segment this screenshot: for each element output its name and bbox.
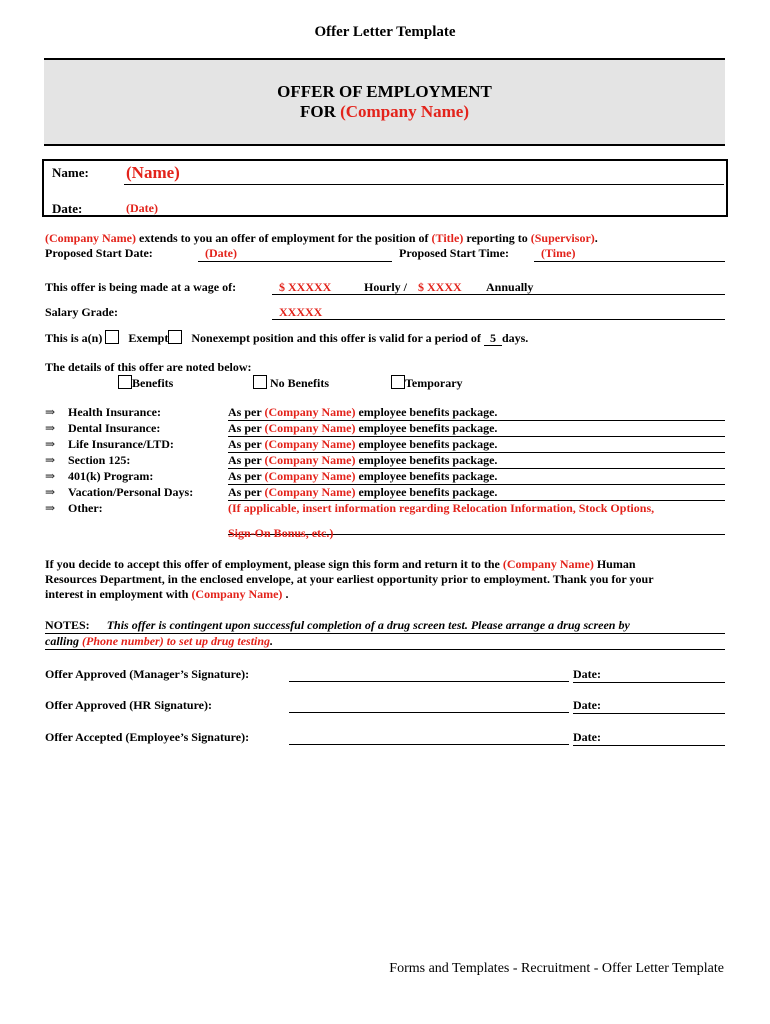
wage-label: This offer is being made at a wage of:: [45, 280, 237, 294]
name-date-box: [42, 159, 728, 217]
accept-company-2: (Company Name): [191, 587, 283, 601]
benefit-value: As per (Company Name) employee benefits package.: [228, 421, 725, 437]
option-benefits[interactable]: [118, 375, 173, 391]
start-time-value[interactable]: (Time): [541, 246, 576, 260]
signature-label: Offer Accepted (Employee’s Signature):: [45, 730, 250, 744]
notes-line-2: calling (Phone number) to set up drug testing.: [45, 634, 725, 650]
name-label: Name:: [52, 165, 89, 180]
other-label: Other:: [68, 501, 103, 515]
exempt-line: [45, 330, 528, 346]
wage-value-hourly[interactable]: $ XXXXX: [279, 280, 332, 294]
benefit-label: Section 125:: [68, 453, 131, 467]
signature-line[interactable]: [289, 712, 569, 713]
details-heading: The details of this offer are noted below:: [45, 360, 252, 374]
benefit-value: As per (Company Name) employee benefits package.: [228, 453, 725, 469]
arrow-icon: ⇒: [45, 469, 56, 483]
name-value[interactable]: (Name): [126, 163, 180, 182]
other-text-line2[interactable]: Sign-On Bonus, etc.): [228, 526, 334, 540]
other-text-line1[interactable]: (If applicable, insert information regarding Relocation Information, Stock Options,: [228, 501, 655, 515]
benefit-label: Dental Insurance:: [68, 421, 161, 435]
option-no-benefits[interactable]: [253, 375, 329, 391]
grade-underline: [272, 319, 725, 320]
wage-underline: [272, 294, 725, 295]
this-is-label: This is a(n): [45, 331, 103, 345]
intro-period: .: [594, 231, 598, 245]
list-item: [45, 405, 725, 421]
benefit-value: As per (Company Name) employee benefits package.: [228, 405, 725, 421]
nonexempt-text: Nonexempt position and this offer is valid for a period of: [191, 331, 481, 345]
phone-number-placeholder: (Phone number) to set up drug testing: [82, 634, 271, 648]
list-item: [45, 421, 725, 437]
signature-line[interactable]: [289, 744, 569, 745]
intro-title: (Title): [431, 231, 464, 245]
intro-text-1: extends to you an offer of employment for the position of: [139, 231, 429, 245]
acceptance-paragraph: If you decide to accept this offer of employment, please sign this form and return it to the (Company Name) Human Resources Department, in the enclosed envelope, at your earliest opportunity prior to employment. Thank you for your interest in employment with (Company Name) .: [45, 557, 654, 601]
salary-grade-value[interactable]: XXXXX: [279, 305, 323, 319]
arrow-icon: ⇒: [45, 437, 56, 451]
no-benefits-checkbox[interactable]: [253, 375, 267, 389]
signature-date[interactable]: Date:: [573, 667, 725, 683]
benefit-label: Health Insurance:: [68, 405, 161, 419]
signature-row-employee: [45, 730, 725, 750]
list-item: [45, 485, 725, 501]
list-item: [45, 469, 725, 485]
benefit-label: 401(k) Program:: [68, 469, 154, 483]
wage-value-annual[interactable]: $ XXXX: [418, 280, 462, 294]
signature-row-hr: [45, 698, 725, 718]
list-item: [45, 437, 725, 453]
benefit-value: As per (Company Name) employee benefits package.: [228, 437, 725, 453]
start-date-value[interactable]: (Date): [205, 246, 237, 260]
notes-line-1: [45, 618, 725, 634]
annually-label: Annually: [486, 280, 534, 294]
temporary-label: Temporary: [405, 376, 463, 390]
offer-heading: OFFER OF EMPLOYMENT: [277, 82, 492, 101]
intro-line: [45, 231, 598, 246]
signature-date[interactable]: Date:: [573, 730, 725, 746]
start-time-label: Proposed Start Time:: [399, 246, 509, 260]
notes-label: NOTES:: [45, 618, 90, 632]
benefit-label: Vacation/Personal Days:: [68, 485, 194, 499]
arrow-icon: ⇒: [45, 485, 56, 499]
accept-company: (Company Name): [502, 557, 594, 571]
hourly-label: Hourly /: [364, 280, 408, 294]
nonexempt-checkbox[interactable]: [168, 330, 182, 344]
signature-row-manager: [45, 667, 725, 687]
intro-supervisor: (Supervisor): [530, 231, 595, 245]
intro-text-2: reporting to: [466, 231, 528, 245]
signature-date[interactable]: Date:: [573, 698, 725, 714]
benefits-label: Benefits: [132, 376, 174, 390]
offer-for-line: [44, 102, 725, 122]
benefits-checkbox[interactable]: [118, 375, 132, 389]
days-value[interactable]: 5: [484, 331, 502, 346]
notes-text: This offer is contingent upon successful completion of a drug screen test. Please arrange a drug screen by: [106, 618, 630, 632]
footer-text: Forms and Templates - Recruitment - Offer Letter Template: [389, 961, 724, 976]
list-item: [45, 453, 725, 469]
exempt-label: Exempt: [128, 331, 169, 345]
salary-grade-label: Salary Grade:: [45, 305, 118, 319]
benefit-value: As per (Company Name) employee benefits package.: [228, 485, 725, 501]
start-date-label: Proposed Start Date:: [45, 246, 153, 260]
signature-label: Offer Approved (Manager’s Signature):: [45, 667, 250, 681]
company-name-placeholder: (Company Name): [340, 102, 470, 121]
arrow-icon: ⇒: [45, 501, 56, 515]
start-date-underline: [198, 261, 392, 262]
option-temporary[interactable]: [391, 375, 463, 391]
benefit-value: As per (Company Name) employee benefits package.: [228, 469, 725, 485]
for-label: FOR: [299, 102, 336, 121]
document-title: Offer Letter Template: [314, 24, 456, 40]
exempt-checkbox[interactable]: [105, 330, 119, 344]
signature-line[interactable]: [289, 681, 569, 682]
signature-label: Offer Approved (HR Signature):: [45, 698, 212, 712]
temporary-checkbox[interactable]: [391, 375, 405, 389]
date-value[interactable]: (Date): [126, 201, 158, 215]
header-banner: [44, 58, 725, 146]
list-item-other: [45, 501, 725, 517]
days-label: days.: [501, 331, 529, 345]
no-benefits-label: No Benefits: [270, 376, 329, 390]
benefits-list: [45, 405, 725, 517]
intro-company: (Company Name): [45, 231, 136, 245]
name-underline: [124, 184, 724, 185]
arrow-icon: ⇒: [45, 453, 56, 467]
date-label: Date:: [52, 201, 83, 216]
benefit-label: Life Insurance/LTD:: [68, 437, 174, 451]
arrow-icon: ⇒: [45, 405, 56, 419]
start-time-underline: [534, 261, 725, 262]
arrow-icon: ⇒: [45, 421, 56, 435]
